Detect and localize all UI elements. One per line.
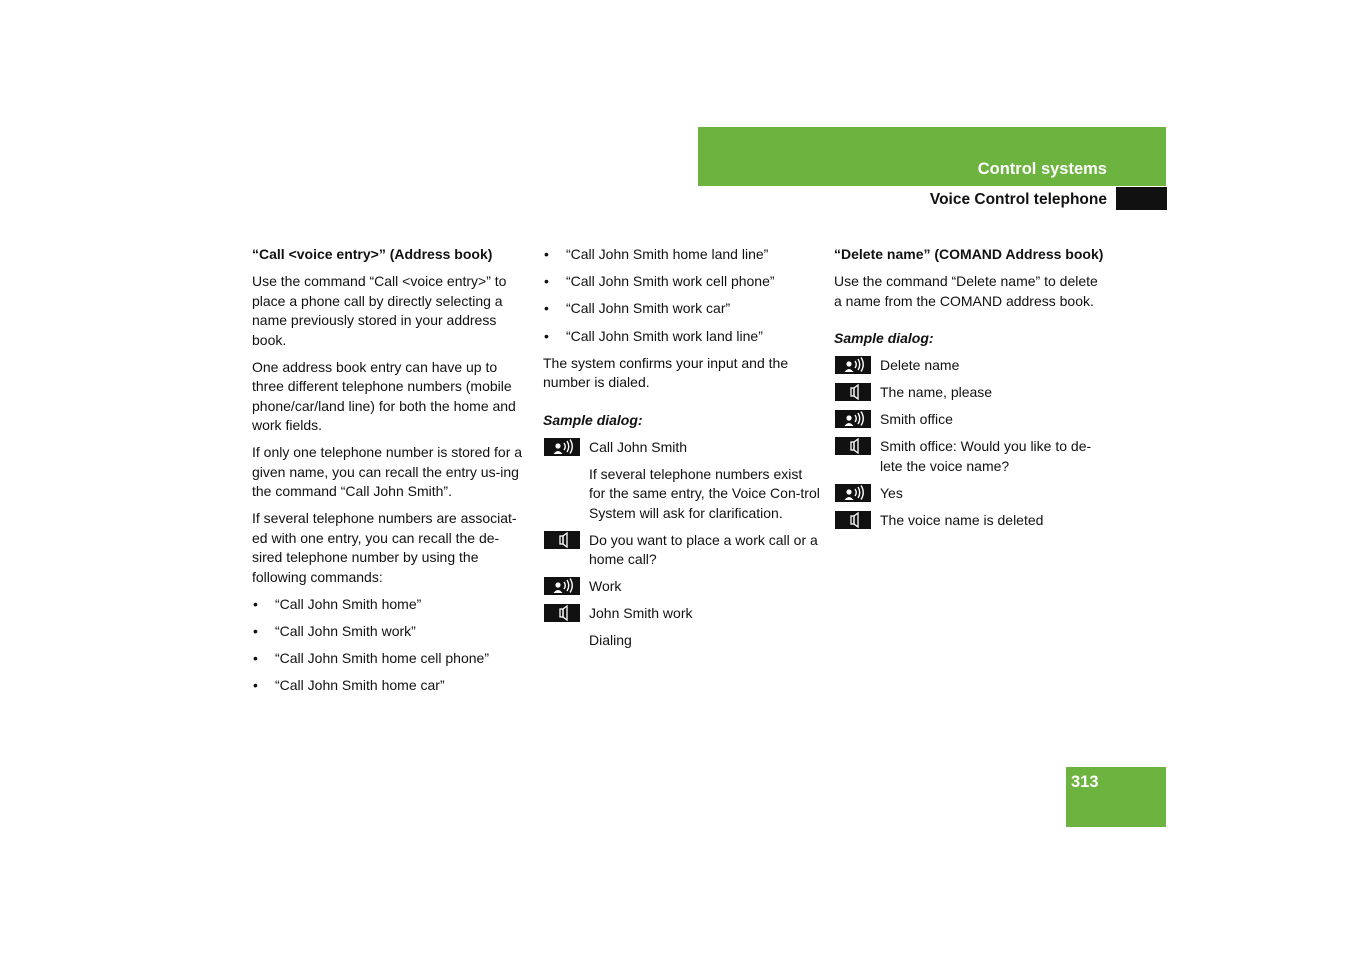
dialog-text: The voice name is deleted — [880, 511, 1044, 528]
list-item: • “Call John Smith work car” — [543, 299, 821, 319]
speak-icon — [835, 484, 871, 502]
paragraph: One address book entry can have up to three different telephone numbers (mobile phone/car/land line) for both the home and work fields. — [252, 358, 516, 433]
list-item: • “Call John Smith work” — [252, 622, 528, 642]
dialog-row — [543, 604, 821, 624]
dialog-text: Do you want to place a work call or a home call? — [589, 531, 818, 568]
paragraph: Use the command “Delete name” to delete a name from the COMAND address book. — [834, 273, 1098, 309]
speaker-icon — [835, 383, 871, 401]
dialog-text: Delete name — [880, 357, 960, 373]
speaker-icon — [835, 511, 871, 529]
dialog-row — [543, 631, 821, 651]
dialog-row — [543, 465, 821, 524]
dialog-text: If several telephone numbers exist for the same entry, the Voice Con-trol System will ask for clarification. — [589, 465, 820, 521]
subsection-marker — [1116, 187, 1167, 210]
dialog-text: Call John Smith — [589, 438, 688, 455]
call-voice-entry-heading: “Call <voice entry>” (Address book) — [252, 246, 493, 262]
speaker-icon — [835, 437, 871, 455]
sample-dialog-heading: Sample dialog: — [834, 330, 934, 346]
column-3 — [834, 245, 1109, 538]
column-1 — [252, 245, 528, 703]
section-title: Control systems — [977, 160, 1107, 178]
dialog-text: John Smith work — [589, 605, 693, 622]
command-list — [543, 245, 821, 346]
speaker-icon — [544, 531, 580, 549]
dialog-text: The name, please — [880, 384, 993, 400]
dialog-row — [834, 484, 1109, 504]
dialog-row — [543, 531, 821, 570]
list-item: • “Call John Smith home” — [252, 595, 528, 615]
dialog-row — [834, 437, 1109, 476]
page-number: 313 — [1071, 773, 1099, 791]
dialog-text: Smith office — [880, 411, 953, 427]
column-2 — [543, 245, 821, 658]
speak-icon — [544, 438, 580, 456]
dialog-text: Work — [589, 578, 622, 595]
paragraph: If only one telephone number is stored for a given name, you can recall the entry us-ing the command “Call John Smith”. — [252, 444, 523, 499]
speak-icon — [835, 356, 871, 374]
speak-icon — [544, 577, 580, 595]
dialog-text: Dialing — [589, 632, 632, 649]
command-list — [252, 595, 528, 696]
dialog-text: Yes — [880, 484, 903, 501]
dialog-row — [543, 577, 821, 597]
speak-icon — [835, 410, 871, 428]
dialog-row — [834, 511, 1109, 531]
sample-dialog — [834, 356, 1109, 530]
dialog-row — [543, 438, 821, 458]
dialog-row — [834, 410, 1109, 430]
sample-dialog — [543, 438, 821, 651]
list-item: • “Call John Smith work land line” — [543, 327, 821, 347]
paragraph: Use the command “Call <voice entry>” to place a phone call by directly selecting a name previously stored in your address book. — [252, 273, 507, 348]
dialog-row — [834, 383, 1109, 403]
subsection-title: Voice Control telephone — [929, 191, 1107, 208]
paragraph: The system confirms your input and the number is dialed. — [543, 354, 789, 391]
page-number-box — [1066, 767, 1166, 827]
list-item: • “Call John Smith home cell phone” — [252, 649, 528, 669]
list-item: • “Call John Smith home land line” — [543, 245, 821, 265]
dialog-row — [834, 356, 1109, 376]
list-item: • “Call John Smith work cell phone” — [543, 272, 821, 292]
list-item: • “Call John Smith home car” — [252, 676, 528, 696]
dialog-text: Smith office: Would you like to de-lete the voice name? — [880, 438, 1092, 474]
paragraph: If several telephone numbers are associat-ed with one entry, you can recall the de-sired telephone number by using the following commands: — [252, 510, 517, 585]
delete-name-heading: “Delete name” (COMAND Address book) — [834, 246, 1104, 262]
sample-dialog-heading: Sample dialog: — [543, 411, 643, 428]
speaker-icon — [544, 604, 580, 622]
